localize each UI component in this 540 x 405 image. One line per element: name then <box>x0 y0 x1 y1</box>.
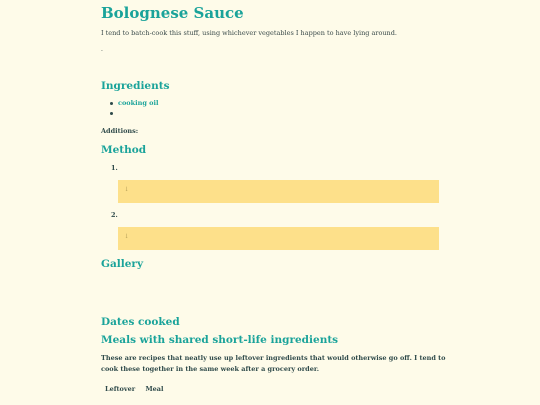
step-note-box <box>118 180 439 203</box>
step-number: 2. <box>111 211 118 219</box>
down-arrow-icon: ↓ <box>124 186 130 193</box>
page-title: Bolognese Sauce <box>101 4 244 22</box>
ingredient-item-empty <box>108 109 158 119</box>
shared-meals-description: These are recipes that neatly use up leftover ingredients that would otherwise go off. I tend to cook these together in the same week after a grocery order. <box>101 354 446 373</box>
gallery-heading: Gallery <box>101 258 144 270</box>
shared-meals-heading: Meals with shared short-life ingredients <box>101 334 339 346</box>
recipe-intro: I tend to batch-cook this stuff, using whichever vegetables I happen to have lying around. <box>101 29 397 37</box>
intro-dot: . <box>101 46 103 53</box>
step-number: 1. <box>111 164 118 172</box>
additions-label: Additions: <box>101 127 139 135</box>
meals-table-header <box>101 385 167 393</box>
step-note-box <box>118 227 439 250</box>
method-heading: Method <box>101 144 147 156</box>
dates-cooked-heading: Dates cooked <box>101 316 180 328</box>
column-header-leftover: Leftover <box>105 385 136 393</box>
down-arrow-icon: ↓ <box>124 233 130 240</box>
ingredient-item[interactable] <box>108 99 158 109</box>
ingredients-list <box>108 99 158 119</box>
column-header-meal: Meal <box>145 385 164 393</box>
ingredients-heading: Ingredients <box>101 80 170 92</box>
ingredient-link[interactable]: cooking oil <box>118 99 159 107</box>
